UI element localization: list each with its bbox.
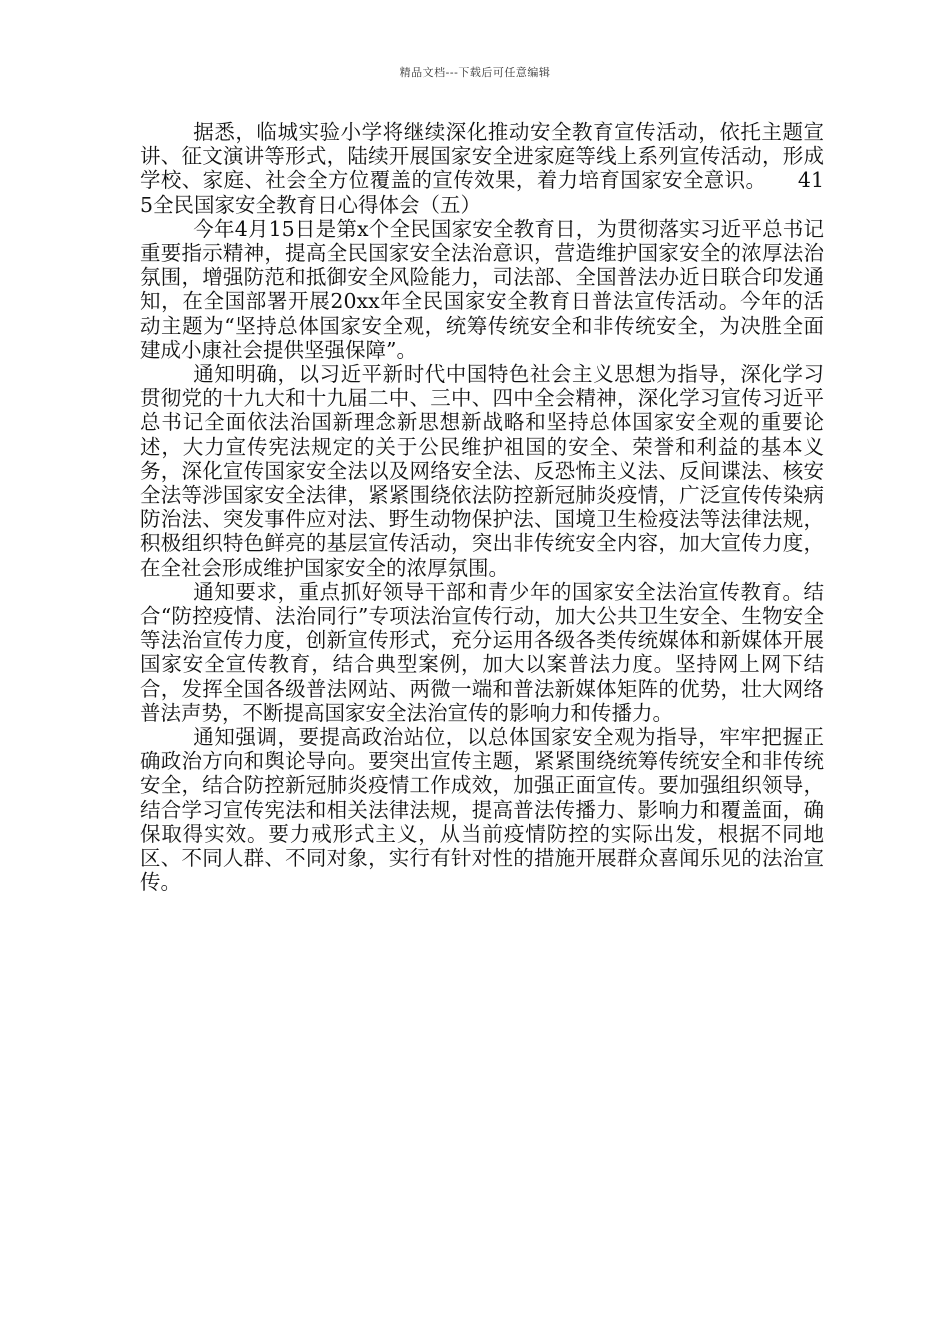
paragraph: 通知要求，重点抓好领导干部和青少年的国家安全法治宣传教育。结合“防控疫情、法治同行”专项法治宣传行动，加大公共卫生安全、生物安全等法治宣传力度，创新宣传形式，充分运用各级各类传统媒体和新媒体开展国家安全宣传教育，结合典型案例，加大以案普法力度。坚持网上网下结合，发挥全国各级普法网站、两微一端和普法新媒体矩阵的优势，壮大网络普法声势，不断提高国家安全法治宣传的影响力和传播力。 — [140, 579, 824, 725]
paragraph: 据悉，临城实验小学将继续深化推动安全教育宣传活动，依托主题宣讲、征文演讲等形式，陆续开展国家安全进家庭等线上系列宣传活动，形成学校、家庭、社会全方位覆盖的宣传效果，着力培育国家安全意识。 415全民国家安全教育日心得体会（五） — [140, 120, 824, 217]
document-body — [140, 120, 824, 895]
paragraph: 通知强调，要提高政治站位，以总体国家安全观为指导，牢牢把握正确政治方向和舆论导向。要突出宣传主题，紧紧围绕统筹传统安全和非传统安全，结合防控新冠肺炎疫情工作成效，加强正面宣传。要加强组织领导，结合学习宣传宪法和相关法律法规，提高普法传播力、影响力和覆盖面，确保取得实效。要力戒形式主义，从当前疫情防控的实际出发，根据不同地区、不同人群、不同对象，实行有针对性的措施开展群众喜闻乐见的法治宣传。 — [140, 725, 824, 895]
paragraph: 今年4月15日是第x个全民国家安全教育日，为贯彻落实习近平总书记重要指示精神，提高全民国家安全法治意识，营造维护国家安全的浓厚法治氛围，增强防范和抵御安全风险能力，司法部、全国普法办近日联合印发通知，在全国部署开展20xx年全民国家安全教育日普法宣传活动。今年的活动主题为“坚持总体国家安全观，统筹传统安全和非传统安全，为决胜全面建成小康社会提供坚强保障”。 — [140, 216, 824, 362]
paragraph: 通知明确，以习近平新时代中国特色社会主义思想为指导，深化学习贯彻党的十九大和十九届二中、三中、四中全会精神，深化学习宣传习近平总书记全面依法治国新理念新思想新战略和坚持总体国家安全观的重要论述，大力宣传宪法规定的关于公民维护祖国的安全、荣誉和利益的基本义务，深化宣传国家安全法以及网络安全法、反恐怖主义法、反间谍法、核安全法等涉国家安全法律，紧紧围绕依法防控新冠肺炎疫情，广泛宣传传染病防治法、突发事件应对法、野生动物保护法、国境卫生检疫法等法律法规，积极组织特色鲜亮的基层宣传活动，突出非传统安全内容，加大宣传力度，在全社会形成维护国家安全的浓厚氛围。 — [140, 362, 824, 580]
page-header: 精品文档---下载后可任意编辑 — [399, 66, 551, 79]
